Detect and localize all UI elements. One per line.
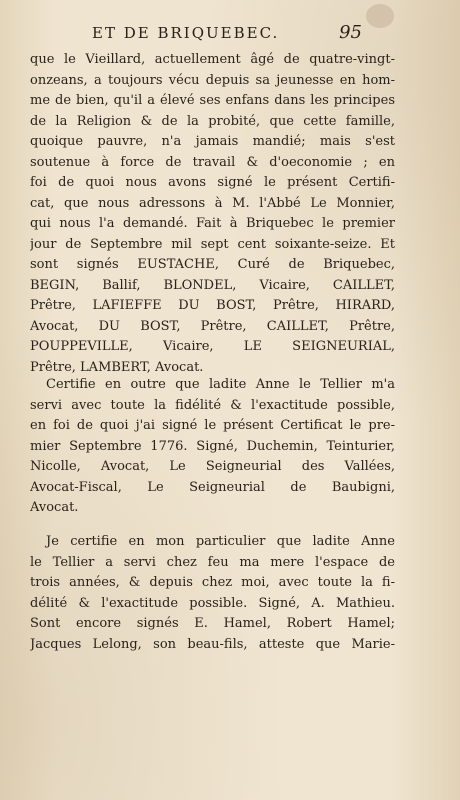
text-line: trois années, & depuis chez moi, avec toute la fi- — [30, 575, 395, 590]
text-line: en foi de quoi j'ai signé le présent Certificat le pre- — [30, 418, 395, 433]
text-line: Sont encore signés E. Hamel, Robert Hamel; — [30, 616, 395, 631]
page-number: 95 — [339, 22, 362, 43]
text-line: Nicolle, Avocat, Le Seigneurial des Vallées, — [30, 459, 395, 474]
text-line: Prêtre, LAFIEFFE DU BOST, Prêtre, HIRARD, — [30, 298, 395, 313]
text-line: me de bien, qu'il a élevé ses enfans dans les principes — [30, 93, 395, 108]
text-line: Certifie en outre que ladite Anne le Tellier m'a — [46, 377, 395, 392]
text-line: Je certifie en mon particulier que ladite Anne — [46, 534, 395, 549]
text-line: Prêtre, LAMBERT, Avocat. — [30, 359, 204, 375]
paragraph-service-certificate — [30, 375, 395, 519]
text-line: Avocat-Fiscal, Le Seigneurial de Baubigni, — [30, 479, 395, 495]
text-line: POUPPEVILLE, Vicaire, LE SEIGNEURIAL, — [30, 339, 395, 354]
text-line: soutenue à force de travail & d'oeconomie ; en — [30, 154, 395, 170]
paper-stain — [366, 4, 394, 28]
text-line: le Tellier a servi chez feu ma mere l'espace de — [30, 554, 395, 570]
running-head: ET DE BRIQUEBEC. — [92, 24, 280, 42]
text-line: de la Religion & de la probité, que cette famille, — [30, 113, 395, 129]
text-line: délité & l'exactitude possible. Signé, A. Mathieu. — [30, 595, 395, 611]
text-line: Avocat, DU BOST, Prêtre, CAILLET, Prêtre, — [30, 318, 395, 334]
page-header — [92, 22, 362, 50]
text-line: servi avec toute la fidélité & l'exactitude possible, — [30, 397, 395, 413]
paragraph-certificate — [30, 50, 395, 378]
text-line: qui nous l'a demandé. Fait à Briquebec le premier — [30, 216, 395, 231]
text-line: jour de Septembre mil sept cent soixante-seize. Et — [30, 236, 395, 252]
paragraph-personal-certificate — [30, 532, 395, 655]
text-line: Jacques Lelong, son beau-fils, atteste que Marie- — [30, 636, 395, 652]
text-line: cat, que nous adressons à M. l'Abbé Le Monnier, — [30, 195, 395, 211]
text-line: que le Vieillard, actuellement âgé de quatre-vingt- — [30, 52, 395, 67]
text-line: mier Septembre 1776. Signé, Duchemin, Teinturier, — [30, 438, 395, 454]
text-line: BEGIN, Ballif, BLONDEL, Vicaire, CAILLET, — [30, 277, 395, 293]
text-line: sont signés EUSTACHE, Curé de Briquebec, — [30, 257, 395, 272]
text-line: foi de quoi nous avons signé le présent Certifi- — [30, 175, 395, 190]
text-line: onzeans, a toujours vécu depuis sa jeunesse en hom- — [30, 72, 395, 88]
text-line: quoique pauvre, n'a jamais mandié; mais s'est — [30, 134, 395, 149]
text-line: Avocat. — [30, 500, 79, 515]
